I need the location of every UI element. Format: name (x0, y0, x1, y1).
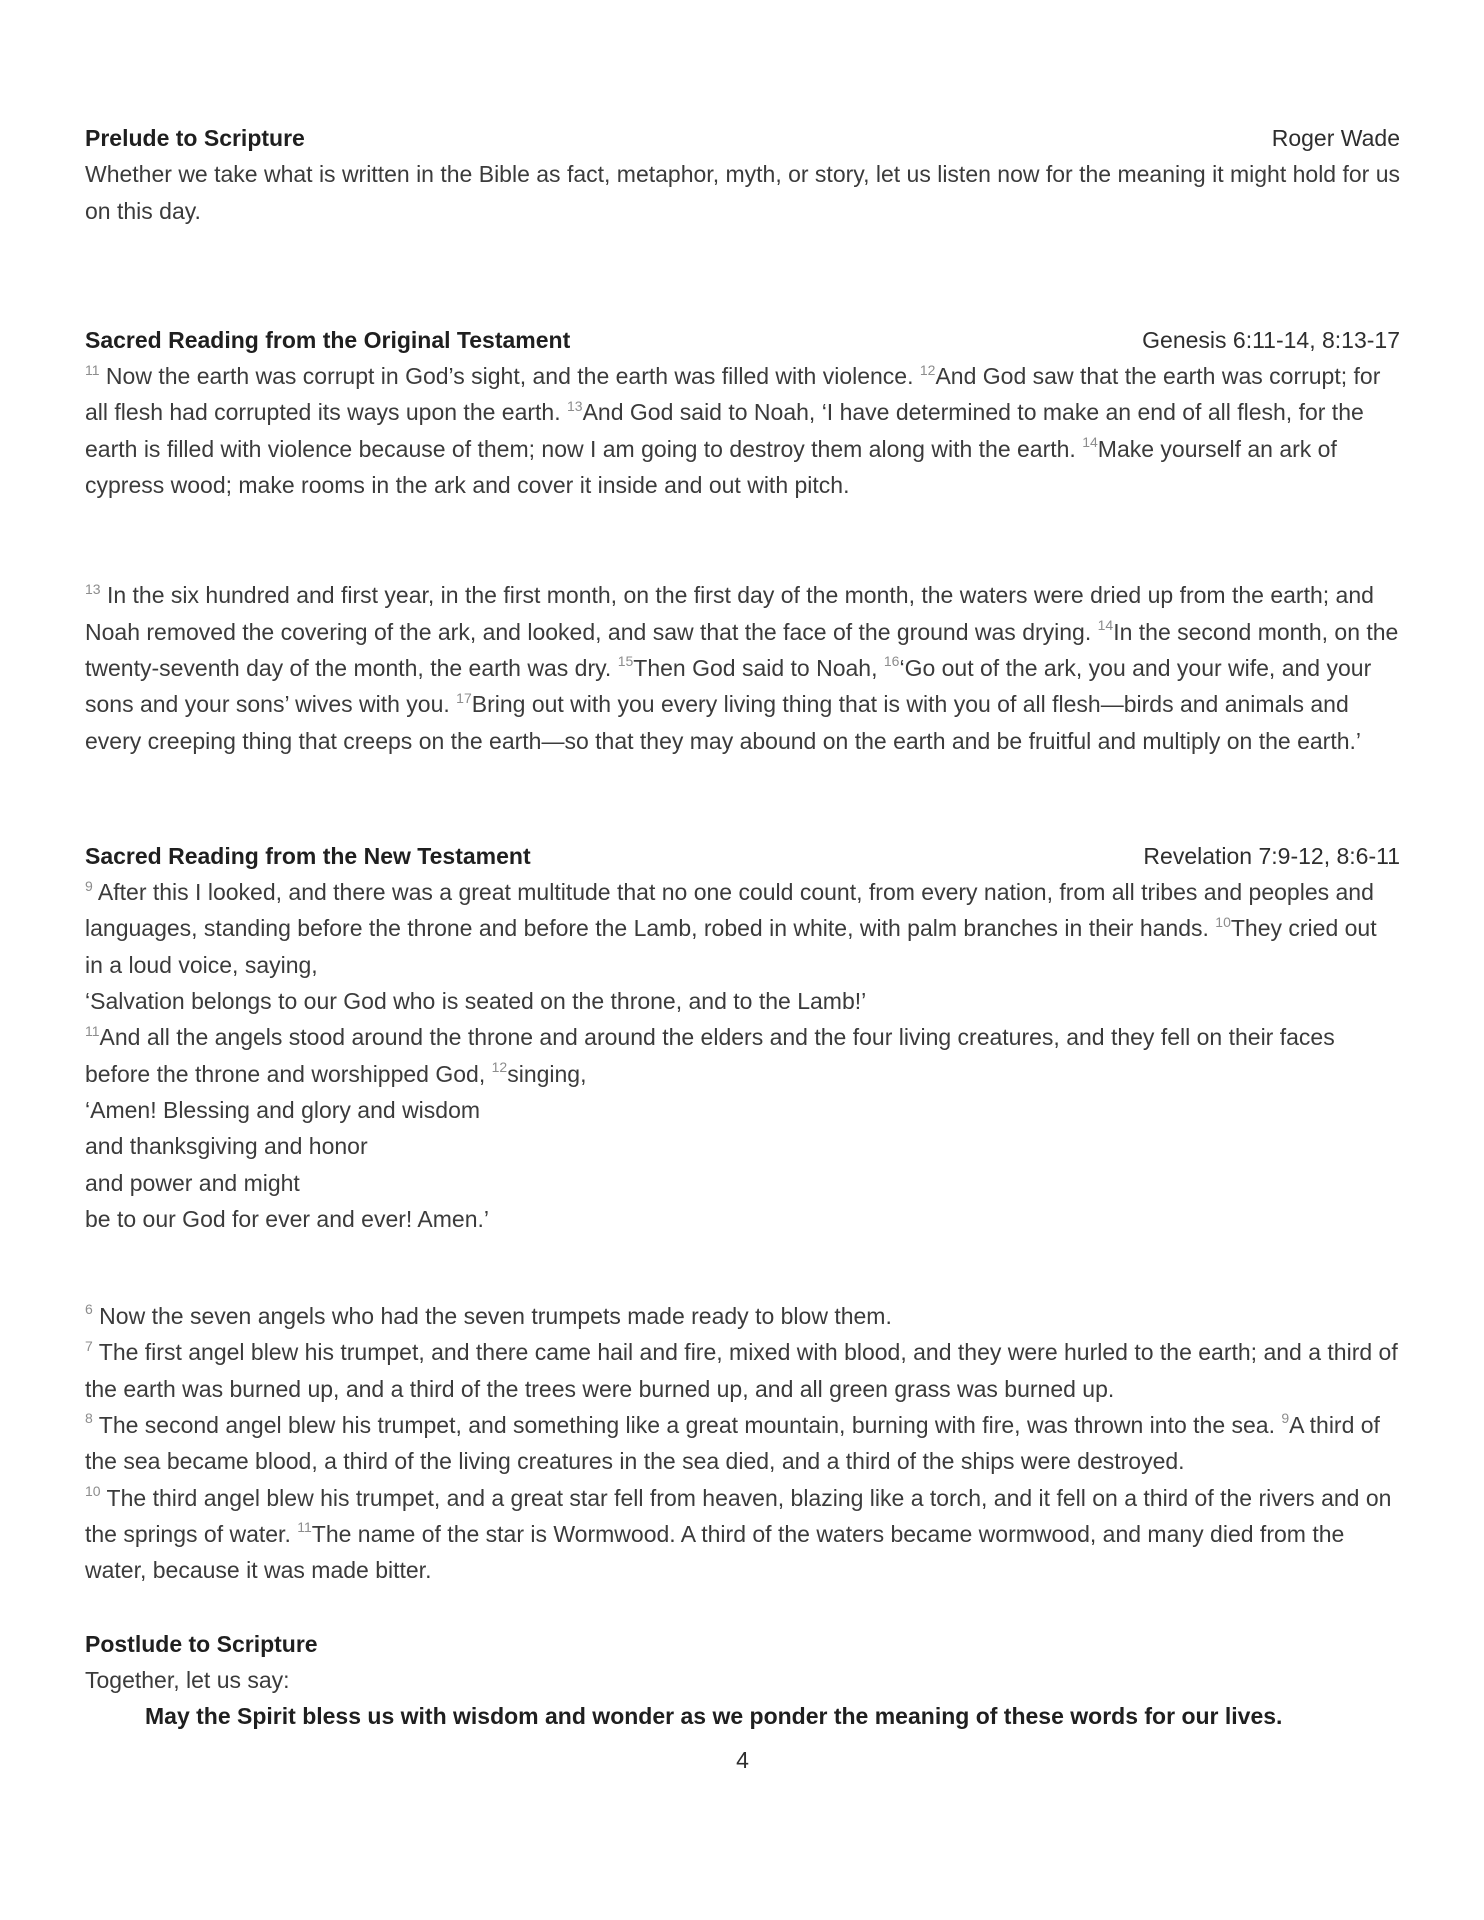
page-number: 4 (736, 1747, 749, 1774)
prelude-header-row (85, 120, 1400, 156)
ot-heading: Sacred Reading from the Original Testament (85, 326, 571, 353)
verse-number: 14 (1097, 617, 1114, 634)
nt-paragraph-1: $^9$ After this I looked, and there was a great multitude that no one could count, from every nation, from all tribes and peoples and languages, standing before the throne and before the Lamb, robed in white, with palm branches in their hands. $^{10}$They cried out in a loud voice, saying, ‘Salvation belongs to our God who is seated on the throne, and to the Lamb!’ $^{11}$And all the angels stood around the throne and around the elders and the four living creatures, and they fell on their faces before the throne and worshipped God, $^{12}$singing, ‘Amen! Blessing and glory and wisdom and thanksgiving and honor and power and might be to our God for ever and ever! Amen.’ (85, 877, 1377, 1232)
nt-paragraph-2: $^6$ Now the seven angels who had the seven trumpets made ready to blow them. $^7$ The first angel blew his trumpet, and there came hail and fire, mixed with blood, and they were hurled to the earth; and a third of the earth was burned up, and a third of the trees were burned up, and all green grass was burned up. $^8$ The second angel blew his trumpet, and something like a great mountain, burning with fire, was thrown into the sea. $^9$A third of the sea became blood, a third of the living creatures in the sea died, and a third of the ships were destroyed. $^{10}$ The third angel blew his trumpet, and a great star fell from heaven, blazing like a torch, and it fell on a third of the rivers and on the springs of water. $^{11}$The name of the star is Wormwood. A third of the waters became wormwood, and many died from the water, because it was made bitter. (85, 1301, 1398, 1584)
verse-number: 13 (85, 580, 101, 597)
prelude-heading: Prelude to Scripture (85, 125, 305, 151)
nt-scripture-reference: Revelation 7:9-12, 8:6-11 (1143, 842, 1400, 869)
nt-header-row (85, 838, 1400, 874)
ot-paragraph-1: $^{11}$ Now the earth was corrupt in God’s sight, and the earth was filled with violence. $^{12}$And God saw that the earth was corrupt; for all flesh had corrupted its ways upon the earth. $^{13}$And God said to Noah, ‘I have determined to make an end of all flesh, for the earth is filled with violence because of them; now I am going to destroy them along with the earth. $^{14}$Make yourself an ark of cypress wood; make rooms in the ark and cover it inside and out with pitch. (85, 361, 1381, 499)
postlude-heading: Postlude to Scripture (85, 1630, 318, 1657)
verse-number: 13 (567, 397, 583, 414)
verse-number: 17 (456, 689, 472, 706)
verse-number: 10 (1215, 913, 1231, 930)
section-postlude (85, 1626, 1400, 1735)
verse-number: 9 (1281, 1410, 1290, 1427)
ot-scripture-reference: Genesis 6:11-14, 8:13-17 (1142, 326, 1400, 353)
verse-number: 14 (1082, 434, 1098, 451)
prelude-attribution: Roger Wade (1271, 125, 1400, 151)
postlude-response: May the Spirit bless us with wisdom and wonder as we ponder the meaning of these words for our lives. (145, 1703, 1283, 1730)
verse-number: 12 (491, 1058, 508, 1075)
verse-number: 11 (297, 1519, 312, 1536)
verse-number: 9 (85, 877, 93, 894)
verse-number: 16 (883, 653, 900, 670)
nt-heading: Sacred Reading from the New Testament (85, 842, 531, 869)
verse-number: 11 (85, 361, 100, 378)
ot-paragraph-2: $^{13}$ In the six hundred and first year, in the first month, on the first day of the month, the waters were dried up from the earth; and Noah removed the covering of the ark, and looked, and saw that the face of the ground was drying. $^{14}$In the second month, on the twenty-seventh day of the month, the earth was dry. $^{15}$Then God said to Noah, $^{16}$‘Go out of the ark, you and your wife, and your sons and your sons’ wives with you. $^{17}$Bring out with you every living thing that is with you of all flesh—birds and animals and every creeping thing that creeps on the earth—so that they may abound on the earth and be fruitful and multiply on the earth.’ (85, 580, 1399, 754)
section-prelude (85, 120, 1400, 229)
postlude-intro: Together, let us say: (85, 1666, 290, 1693)
section-new-testament (85, 838, 1400, 1589)
verse-number: 8 (85, 1410, 93, 1427)
prelude-paragraph: Whether we take what is written in the Bible as fact, metaphor, myth, or story, let us listen now for the meaning it might hold for us on this day. (85, 161, 1401, 224)
verse-number: 7 (85, 1337, 93, 1354)
section-original-testament (85, 322, 1400, 759)
verse-number: 6 (85, 1301, 93, 1318)
verse-number: 10 (85, 1482, 101, 1499)
ot-header-row (85, 322, 1400, 358)
verse-number: 12 (919, 361, 936, 378)
verse-number: 11 (85, 1022, 100, 1039)
verse-number: 15 (617, 653, 634, 670)
